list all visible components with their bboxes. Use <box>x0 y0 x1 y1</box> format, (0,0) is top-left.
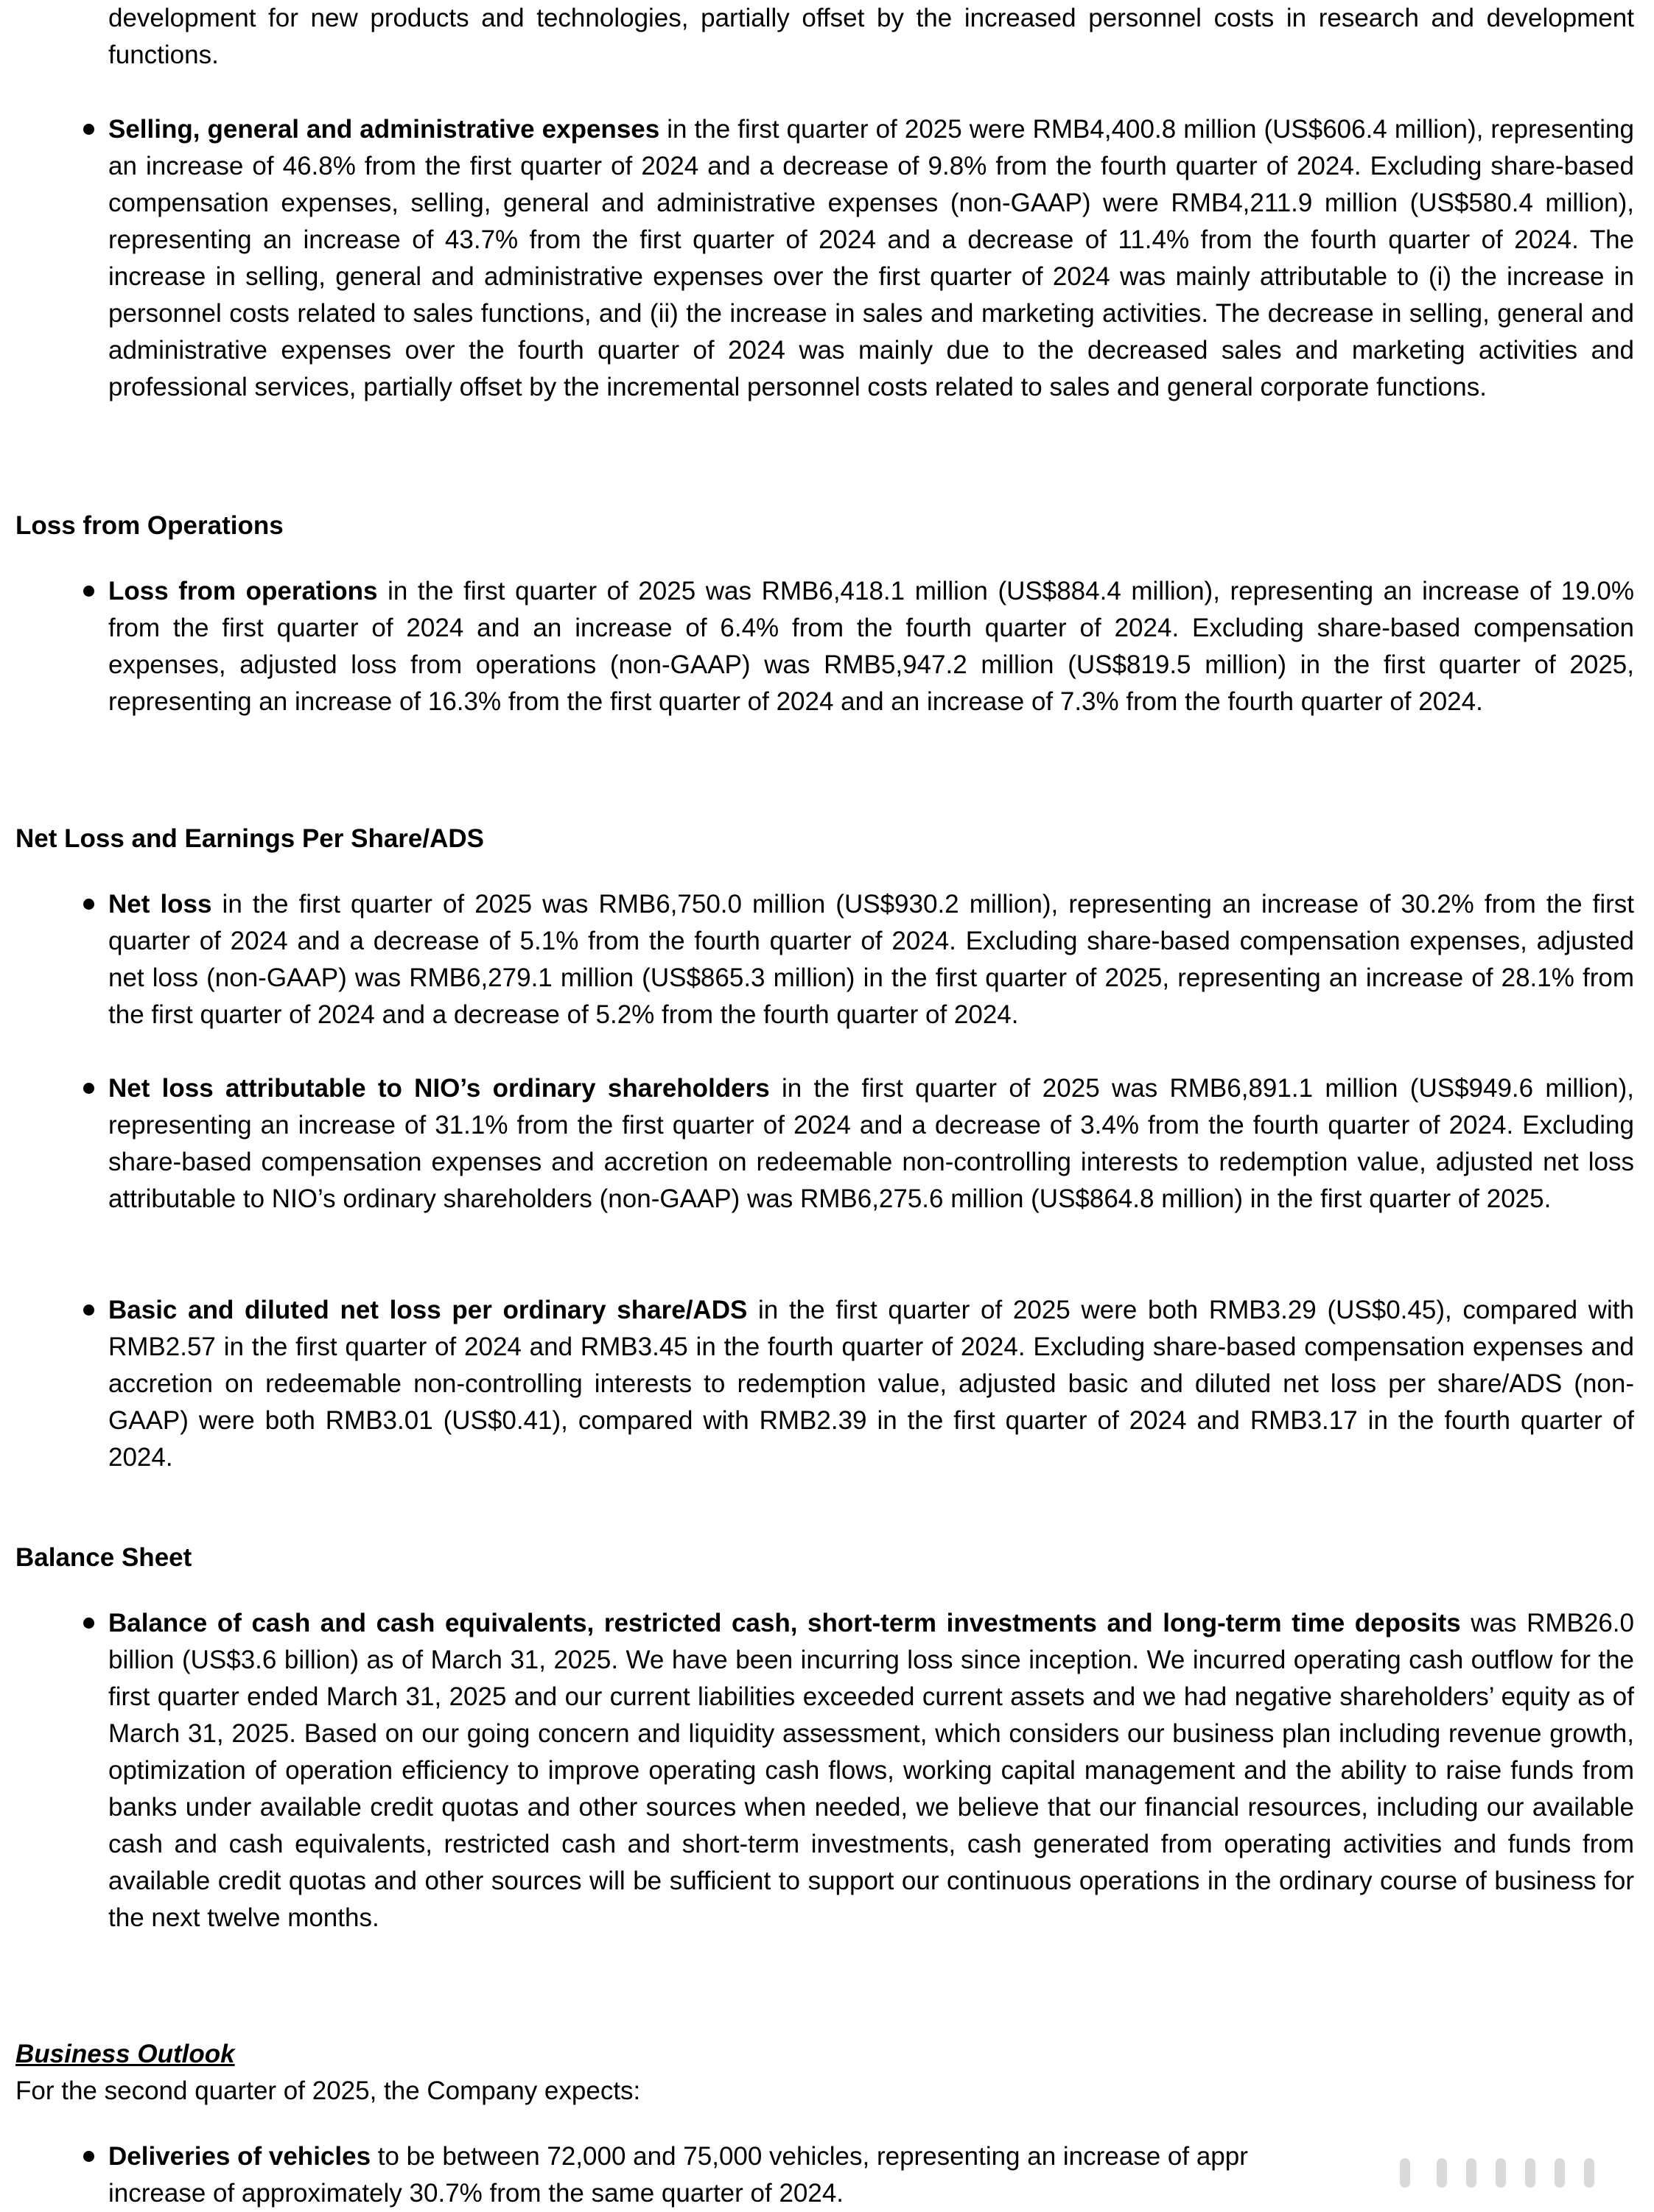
deliveries-lead: Deliveries of vehicles <box>108 2142 371 2171</box>
net-loss-body: in the first quarter of 2025 was RMB6,750.0 million (US$930.2 million), representing an increase of 30.2% from the first quarter of 2024 and a decrease of 5.1% from the fourth quarter of 2024. Excluding share-based compensation expenses, adjusted net loss (non-GAAP) was RMB6,279.1 million (US$865.3 million) in the first quarter of 2025, representing an increase of 28.1% from the first quarter of 2024 and a decrease of 5.2% from the fourth quarter of 2024. <box>108 890 1634 1029</box>
loss-ops-heading: Loss from Operations <box>15 511 284 540</box>
net-loss-attrib-lead: Net loss attributable to NIO’s ordinary shareholders <box>108 1074 770 1103</box>
balance-bullet <box>108 1605 1634 1937</box>
balance-lead: Balance of cash and cash equivalents, restricted cash, short-term investments and long-term time deposits <box>108 1609 1461 1637</box>
outlook-intro: For the second quarter of 2025, the Company expects: <box>15 2076 641 2105</box>
watermark-overlay <box>1356 2145 1636 2197</box>
sga-body: in the first quarter of 2025 were RMB4,400.8 million (US$606.4 million), representing an increase of 46.8% from the first quarter of 2024 and a decrease of 9.8% from the fourth quarter of 2024. Excluding share-based compensation expenses, selling, general and administrative expenses (non-GAAP) were RMB4,211.9 million (US$580.4 million), representing an increase of 43.7% from the first quarter of 2024 and a decrease of 11.4% from the fourth quarter of 2024. The increase in selling, general and administrative expenses over the first quarter of 2024 was mainly attributable to (i) the increase in personnel costs related to sales functions, and (ii) the increase in sales and marketing activities. The decrease in selling, general and administrative expenses over the fourth quarter of 2024 was mainly due to the decreased sales and marketing activities and professional services, partially offset by the incremental personnel costs related to sales and general corporate functions. <box>108 115 1634 401</box>
watermark-mark-icon <box>1437 2158 1447 2188</box>
watermark-mark-icon <box>1496 2158 1506 2188</box>
outlook-title: Business Outlook <box>15 2040 235 2068</box>
net-loss-bullet <box>108 886 1634 1033</box>
sga-bullet <box>108 111 1634 406</box>
bullet-icon <box>83 1618 94 1629</box>
bullet-icon <box>83 1083 94 1094</box>
deliveries-body-line2: increase of approximately 30.7% from the same quarter of 2024. <box>108 2179 844 2208</box>
watermark-mark-icon <box>1555 2158 1565 2188</box>
bullet-icon <box>83 586 94 597</box>
watermark-mark-icon <box>1525 2158 1535 2188</box>
intro-text: development for new products and technologies, partially offset by the increased personnel costs in research and development functions. <box>108 4 1634 69</box>
loss-ops-body: in the first quarter of 2025 was RMB6,418.1 million (US$884.4 million), representing an increase of 19.0% from the first quarter of 2024 and an increase of 6.4% from the fourth quarter of 2024. Excluding share-based compensation expenses, adjusted loss from operations (non-GAAP) was RMB5,947.2 million (US$819.5 million) in the first quarter of 2025, representing an increase of 16.3% from the first quarter of 2024 and an increase of 7.3% from the fourth quarter of 2024. <box>108 577 1635 716</box>
watermark-mark-icon <box>1400 2158 1410 2188</box>
bullet-icon <box>83 899 94 910</box>
net-loss-attrib-body: in the first quarter of 2025 was RMB6,891.1 million (US$949.6 million), representing an increase of 31.1% from the first quarter of 2024 and a decrease of 3.4% from the fourth quarter of 2024. Excluding share-based compensation expenses and accretion on redeemable non-controlling interests to redemption value, adjusted net loss attributable to NIO’s ordinary shareholders (non-GAAP) was RMB6,275.6 million (US$864.8 million) in the first quarter of 2025. <box>108 1074 1634 1213</box>
loss-ops-bullet <box>108 573 1634 720</box>
watermark-mark-icon <box>1466 2158 1476 2188</box>
sga-lead: Selling, general and administrative expenses <box>108 115 660 144</box>
net-loss-heading: Net Loss and Earnings Per Share/ADS <box>15 824 485 853</box>
bullet-icon <box>83 2151 94 2162</box>
bullet-icon <box>83 1305 94 1316</box>
eps-bullet <box>108 1292 1634 1476</box>
eps-body: in the first quarter of 2025 were both RMB3.29 (US$0.45), compared with RMB2.57 in the first quarter of 2024 and RMB3.45 in the fourth quarter of 2024. Excluding share-based compensation expenses and accretion on redeemable non-controlling interests to redemption value, adjusted basic and diluted net loss per share/ADS (non-GAAP) were both RMB3.01 (US$0.41), compared with RMB2.39 in the first quarter of 2024 and RMB3.17 in the fourth quarter of 2024. <box>108 1296 1634 1472</box>
balance-heading: Balance Sheet <box>15 1543 192 1572</box>
intro-paragraph <box>108 0 1634 74</box>
loss-ops-lead: Loss from operations <box>108 577 378 605</box>
net-loss-lead: Net loss <box>108 890 212 919</box>
eps-lead: Basic and diluted net loss per ordinary share/ADS <box>108 1296 748 1324</box>
net-loss-attrib-bullet <box>108 1070 1634 1218</box>
watermark-mark-icon <box>1584 2158 1594 2188</box>
balance-body: was RMB26.0 billion (US$3.6 billion) as of March 31, 2025. We have been incurring loss since inception. We incurred operating cash outflow for the first quarter ended March 31, 2025 and our current liabilities exceeded current assets and we had negative shareholders’ equity as of March 31, 2025. Based on our going concern and liquidity assessment, which considers our business plan including revenue growth, optimization of operation efficiency to improve operating cash flows, working capital management and the ability to raise funds from banks under available credit quotas and other sources when needed, we believe that our financial resources, including our available cash and cash equivalents, restricted cash and short-term investments, cash generated from operating activities and funds from available credit quotas and other sources will be sufficient to support our continuous operations in the ordinary course of business for the next twelve months. <box>108 1609 1634 1932</box>
bullet-icon <box>83 124 94 135</box>
deliveries-body-line1: to be between 72,000 and 75,000 vehicles, representing an increase of appr <box>371 2142 1248 2171</box>
